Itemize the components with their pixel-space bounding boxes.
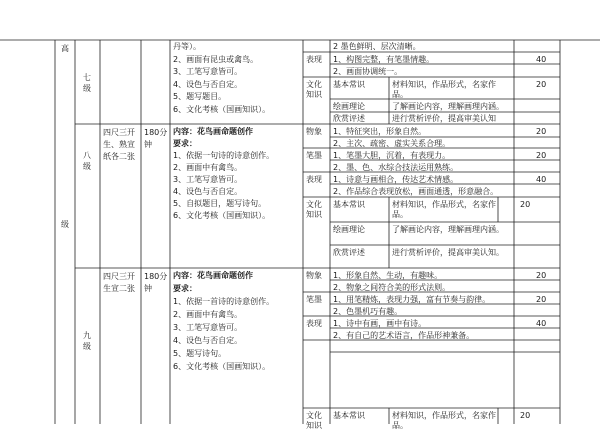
row8-line-3: 3、工笔写意皆可。	[173, 175, 243, 184]
row7-eval-item: 1、构图完整，有笔墨情趣。	[333, 55, 435, 64]
row7-culture-text: 进行赏析评价，提高审美认知	[392, 114, 496, 123]
row7-eval-score: 40	[536, 55, 547, 64]
row9-content-title: 内容：花鸟画命题创作	[173, 271, 253, 280]
row8-cat-bimo: 笔墨	[306, 151, 322, 160]
row8-culture-text: 了解画论内容，理解画理内涵。	[392, 225, 504, 234]
row8-paper: 四尺三开生、熟宣纸各二张	[103, 128, 135, 161]
row9-line-5: 5、题写诗句。	[173, 349, 227, 358]
row8-cat-wuxiang: 物象	[306, 127, 322, 136]
row9-culture-score: 20	[520, 411, 531, 420]
row8-line-5: 5、自拟题目，题写诗句。	[173, 199, 267, 208]
row8-time: 180分钟	[144, 128, 168, 149]
row9-req-title: 要求：	[173, 284, 197, 293]
row9-paper: 四尺三开生宣二张	[103, 272, 135, 293]
level-8-label: 八级	[83, 151, 91, 171]
row9-line-6: 6、文化考核（国画知识）。	[173, 362, 271, 371]
row9-cat-bimo: 笔墨	[306, 295, 322, 304]
row8-line-1: 1、依据一句诗的诗意创作。	[173, 151, 275, 160]
level-7-label: 七级	[83, 73, 91, 93]
row9-line-4: 4、设色与否自定。	[173, 336, 243, 345]
row8-cat-biaoxian: 表现	[306, 175, 322, 184]
row9-cat-biaoxian: 表现	[306, 319, 322, 328]
row7-line-1: 丹等）。	[173, 42, 201, 51]
row7-culture-sub: 欣赏评述	[333, 114, 365, 123]
row7-culture-text: 了解画论内容，理解画理内涵。	[392, 102, 504, 111]
row8-culture-sub: 基本常识	[333, 200, 365, 209]
row7-culture-score: 20	[536, 80, 547, 89]
row9-eval-score: 20	[536, 271, 547, 280]
row8-eval-item: 2、主次、疏密、虚实关系合理。	[333, 139, 451, 148]
row8-culture-text: 材料知识，作品形式，名家作品。	[392, 200, 496, 219]
row9-time: 180分钟	[144, 272, 168, 293]
row8-cat-culture: 文化知识	[306, 200, 322, 219]
row7-line-4: 4、设色与否自定。	[173, 80, 243, 89]
row8-culture-sub: 欣赏评述	[333, 248, 365, 257]
row8-line-2: 2、画面中有禽鸟。	[173, 163, 243, 172]
row7-line-2: 2、画面有昆虫或禽鸟。	[173, 55, 259, 64]
row8-eval-score: 40	[536, 175, 547, 184]
row9-culture-text: 材料知识，作品形式，名家作品。	[392, 411, 496, 430]
row7-eval-cat-biaoxian: 表现	[306, 55, 322, 64]
row9-cat-culture: 文化知识	[306, 411, 322, 430]
row9-eval-item: 2、有自己的艺术语言，作品形神兼备。	[333, 331, 475, 340]
row7-culture-text: 材料知识，作品形式，名家作品。	[392, 80, 496, 99]
row9-eval-item: 1、形象自然、生动，有趣味。	[333, 271, 443, 280]
row8-eval-item: 1、诗意与画相合，传达艺术情感。	[333, 175, 459, 184]
row7-eval-ink-item: 2 墨色鲜明、层次清晰。	[333, 42, 421, 51]
row8-eval-score: 20	[536, 151, 547, 160]
row8-culture-score: 20	[520, 200, 531, 209]
row8-line-4: 4、设色与否自定。	[173, 187, 243, 196]
row9-eval-item: 2、物象之间符合美的形式法则。	[333, 283, 451, 292]
row9-line-3: 3、工笔写意皆可。	[173, 323, 243, 332]
level-9-label: 九级	[83, 331, 91, 351]
row8-eval-item: 1、特征突出，形象自然。	[333, 127, 427, 136]
level-group-char-2: 级	[61, 220, 69, 229]
row8-eval-item: 1、笔墨大胆，沉着，有表现力。	[333, 151, 451, 160]
row7-eval-cat-culture: 文化知识	[306, 80, 322, 99]
level-group-char-1: 高	[61, 44, 69, 53]
row7-culture-sub: 绘画理论	[333, 102, 365, 111]
row8-line-6: 6、文化考核（国画知识）。	[173, 211, 271, 220]
row9-culture-sub: 基本常识	[333, 411, 365, 420]
row9-cat-wuxiang: 物象	[306, 271, 322, 280]
row8-req-title: 要求：	[173, 139, 197, 148]
row7-eval-item: 2、画面协调统一。	[333, 67, 403, 76]
row8-eval-item: 2、墨、色、水综合技法运用熟练。	[333, 163, 459, 172]
row9-line-2: 2、画面中有禽鸟。	[173, 310, 243, 319]
row8-eval-score: 20	[536, 127, 547, 136]
row9-eval-score: 40	[536, 319, 547, 328]
row9-line-1: 1、依据一首诗的诗意创作。	[173, 297, 275, 306]
row7-culture-sub: 基本常识	[333, 80, 365, 89]
row8-content-title: 内容：花鸟画命题创作	[173, 127, 253, 136]
row8-eval-item: 2、作品综合表现放松，画面通透，形意融合。	[333, 187, 499, 196]
row9-eval-item: 2、色墨机巧有趣。	[333, 307, 403, 316]
row9-eval-score: 20	[536, 295, 547, 304]
row8-culture-text: 进行赏析评价，提高审美认知。	[392, 248, 504, 257]
row9-eval-item: 1、诗中有画，画中有诗。	[333, 319, 427, 328]
row9-eval-item: 1、用笔精炼，表现力强，富有节奏与韵律。	[333, 295, 491, 304]
row7-line-6: 6、文化考核（国画知识）。	[173, 105, 271, 114]
row8-culture-sub: 绘画理论	[333, 225, 365, 234]
row7-line-5: 5、题写题目。	[173, 92, 227, 101]
row7-line-3: 3、工笔写意皆可。	[173, 67, 243, 76]
